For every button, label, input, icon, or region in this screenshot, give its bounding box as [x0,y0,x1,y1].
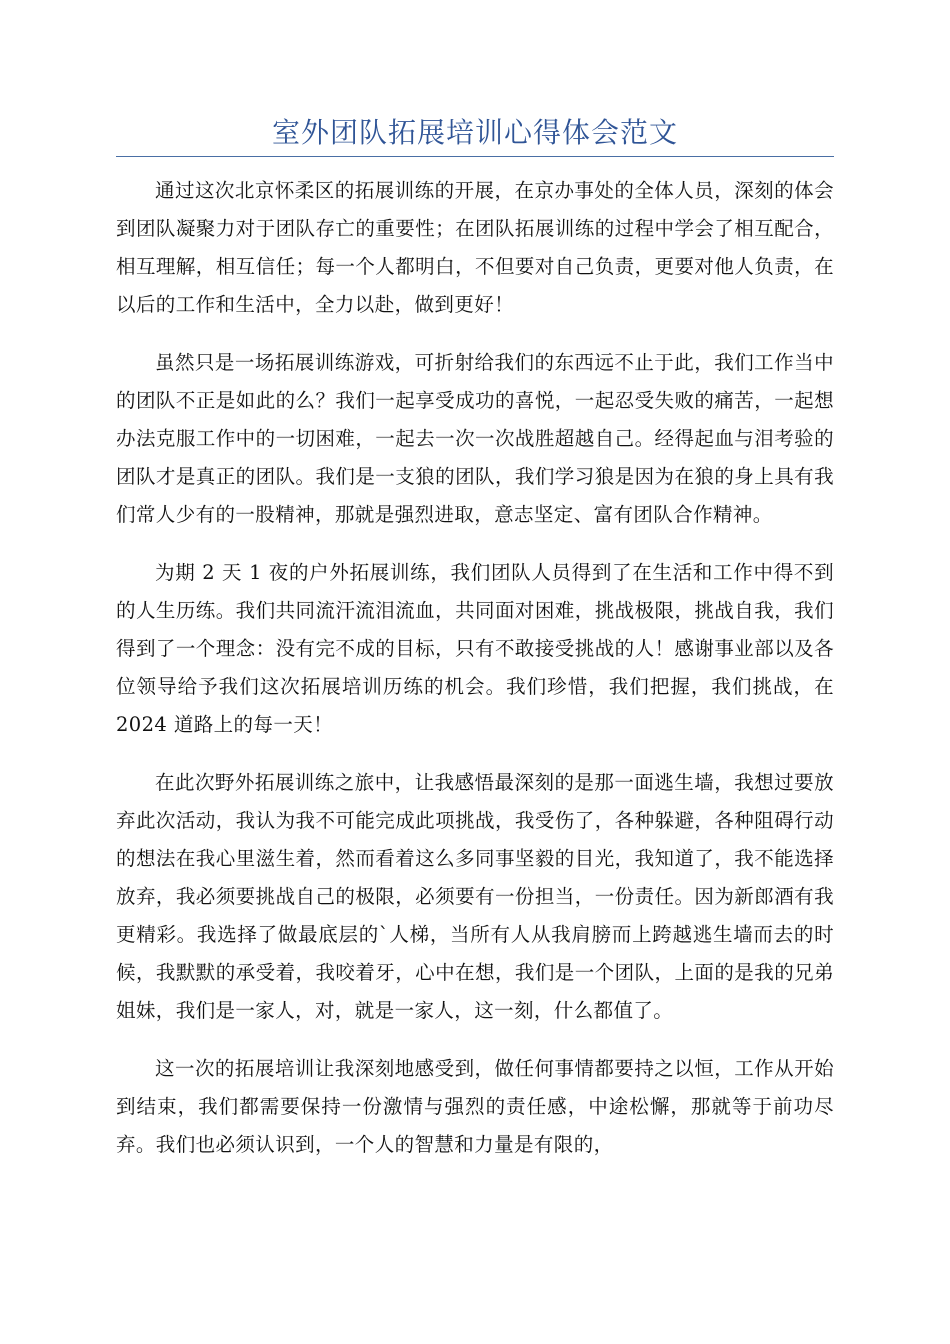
paragraph-2: 虽然只是一场拓展训练游戏，可折射给我们的东西远不止于此，我们工作当中的团队不正是如此的么？我们一起享受成功的喜悦，一起忍受失败的痛苦，一起想办法克服工作中的一切困难，一起去一次一次战胜超越自己。经得起血与泪考验的团队才是真正的团队。我们是一支狼的团队，我们学习狼是因为在狼的身上具有我们常人少有的一股精神，那就是强烈进取，意志坚定、富有团队合作精神。 [116,351,834,526]
title-block [116,112,834,157]
paragraph-3: 为期 2 天 1 夜的户外拓展训练，我们团队人员得到了在生活和工作中得不到的人生历练。我们共同流汗流泪流血，共同面对困难，挑战极限，挑战自我，我们得到了一个理念：没有完不成的目标，只有不敢接受挑战的人！感谢事业部以及各位领导给予我们这次拓展培训历练的机会。我们珍惜，我们把握，我们挑战，在 2024 道路上的每一天！ [116,561,834,736]
paragraph-1: 通过这次北京怀柔区的拓展训练的开展，在京办事处的全体人员，深刻的体会到团队凝聚力对于团队存亡的重要性；在团队拓展训练的过程中学会了相互配合，相互理解，相互信任；每一个人都明白，不但要对自己负责，更要对他人负责，在以后的工作和生活中，全力以赴，做到更好！ [116,179,834,316]
paragraph-5: 这一次的拓展培训让我深刻地感受到，做任何事情都要持之以恒，工作从开始到结束，我们都需要保持一份激情与强烈的责任感，中途松懈，那就等于前功尽弃。我们也必须认识到，一个人的智慧和力量是有限的， [116,1057,834,1156]
paragraph-4: 在此次野外拓展训练之旅中，让我感悟最深刻的是那一面逃生墙，我想过要放弃此次活动，我认为我不可能完成此项挑战，我受伤了，各种躲避，各种阻碍行动的想法在我心里滋生着，然而看着这么多同事坚毅的目光，我知道了，我不能选择放弃，我必须要挑战自己的极限，必须要有一份担当，一份责任。因为新郎酒有我更精彩。我选择了做最底层的`人梯，当所有人从我肩膀而上跨越逃生墙而去的时候，我默默的承受着，我咬着牙，心中在想，我们是一个团队，上面的是我的兄弟姐妹，我们是一家人，对，就是一家人，这一刻，什么都值了。 [116,771,834,1022]
page-title: 室外团队拓展培训心得体会范文 [271,116,678,149]
document-body [116,172,834,1184]
